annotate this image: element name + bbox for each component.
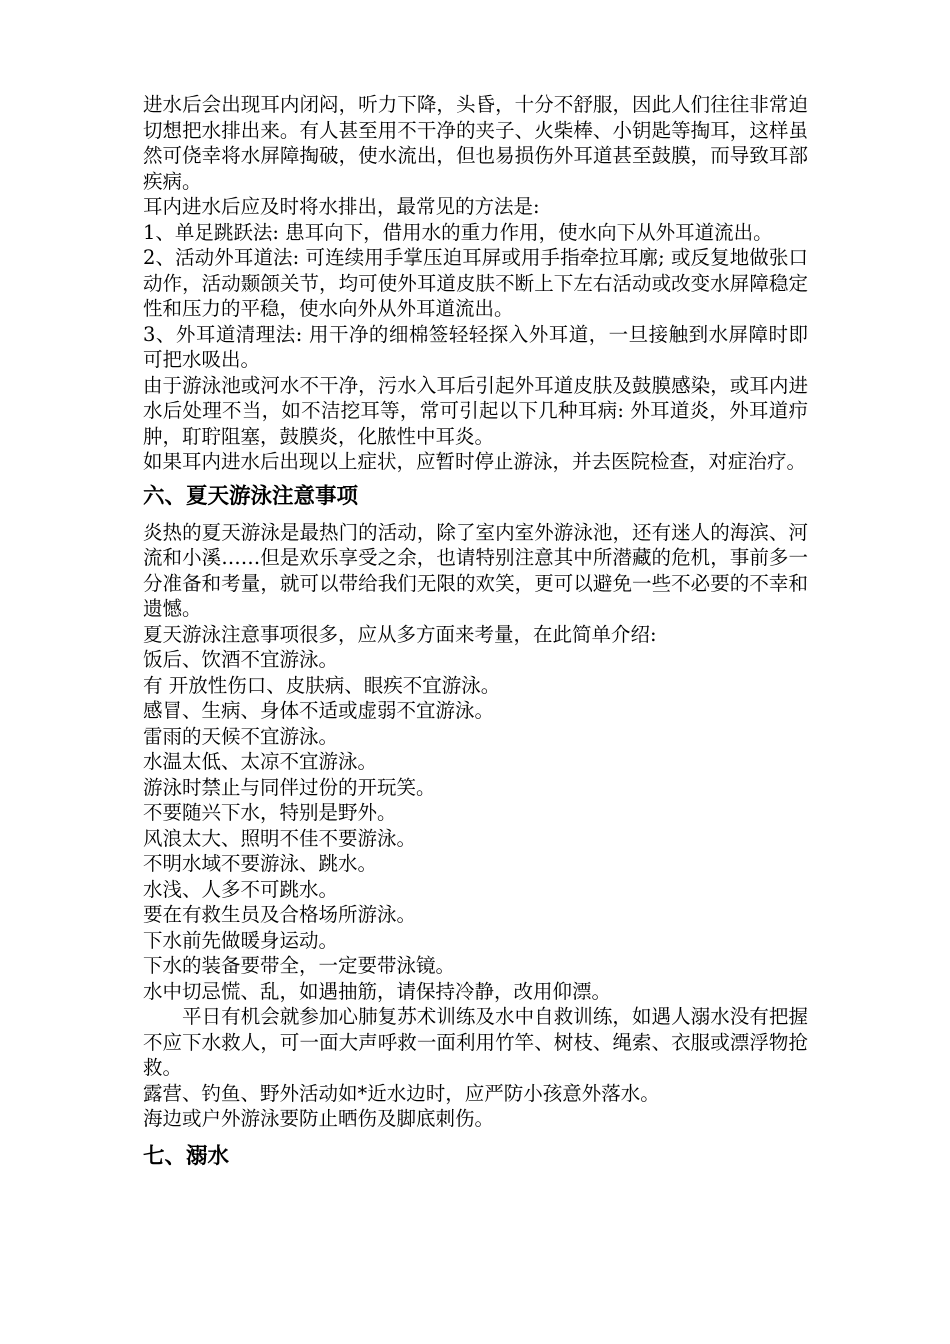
paragraph-cpr-training: 平日有机会就参加心肺复苏术训练及水中自救训练，如遇人溺水没有把握不应下水救人，可一面大声呼救一面利用竹竿、树枝、绳索、衣服或漂浮物抢救。 — [143, 1005, 808, 1079]
section-heading-drowning: 七、溺水 — [143, 1143, 230, 1169]
list-item: 露营、钓鱼、野外活动如*近水边时，应严防小孩意外落水。 — [143, 1081, 660, 1105]
paragraph-summer-intro: 炎热的夏天游泳是最热门的活动，除了室内室外游泳池，还有迷人的海滨、河流和小溪……但是欢乐享受之余，也请特别注意其中所潜藏的危机，事前多一分准备和考量，就可以带给我们无限的欢笑，更可以避免一些不必要的不幸和遗憾。 — [143, 520, 808, 620]
list-item: 水中切忌慌、乱，如遇抽筋，请保持冷静，改用仰漂。 — [143, 979, 612, 1003]
paragraph-method-3: 3、外耳道清理法: 用干净的细棉签轻轻探入外耳道，一旦接触到水屏障时即可把水吸出。 — [143, 322, 808, 371]
list-item: 水浅、人多不可跳水。 — [143, 877, 339, 901]
list-item: 有 开放性伤口、皮肤病、眼疾不宜游泳。 — [143, 673, 501, 697]
list-item: 雷雨的天候不宜游泳。 — [143, 724, 339, 748]
paragraph-drain-methods-lead: 耳内进水后应及时将水排出，最常见的方法是: — [143, 195, 540, 218]
paragraph-method-1: 1、单足跳跃法: 患耳向下，借用水的重力作用，使水向下从外耳道流出。 — [143, 220, 773, 244]
paragraph-ear-water-intro: 进水后会出现耳内闭闷，听力下降，头昏，十分不舒服，因此人们往往非常迫切想把水排出来。有人甚至用不干净的夹子、火柴棒、小钥匙等掏耳，这样虽然可侥幸将水屏障掏破，使水流出，但也易损伤外耳道甚至鼓膜，而导致耳部疾病。 — [143, 93, 808, 193]
paragraph-ear-infections: 由于游泳池或河水不干净，污水入耳后引起外耳道皮肤及鼓膜感染，或耳内进水后处理不当，如不洁挖耳等，常可引起以下几种耳病: 外耳道炎，外耳道疖肿，耵聍阻塞，鼓膜炎，化脓性中耳炎。 — [143, 373, 808, 448]
list-item: 下水的装备要带全，一定要带泳镜。 — [143, 954, 456, 977]
paragraph-see-doctor: 如果耳内进水后出现以上症状，应暂时停止游泳，并去医院检查，对症治疗。 — [143, 450, 807, 473]
paragraph-method-2: 2、活动外耳道法: 可连续用手掌压迫耳屏或用手指牵拉耳廓; 或反复地做张口动作，活动颞颌关节，均可使外耳道皮肤不断上下左右活动或改变水屏障稳定性和压力的平稳，使水向外从外耳道流出。 — [143, 246, 808, 320]
list-item: 不要随兴下水，特别是野外。 — [143, 801, 397, 824]
paragraph-notes-lead: 夏天游泳注意事项很多，应从多方面来考量，在此简单介绍: — [143, 622, 657, 646]
list-item: 水温太低、太凉不宜游泳。 — [143, 750, 378, 773]
list-item: 风浪太大、照明不佳不要游泳。 — [143, 826, 417, 850]
list-item: 下水前先做暖身运动。 — [143, 928, 339, 952]
list-item: 要在有救生员及合格场所游泳。 — [143, 903, 417, 926]
list-item: 不明水域不要游泳、跳水。 — [143, 852, 378, 875]
document-page — [143, 92, 808, 1180]
section-heading-summer-swimming: 六、夏天游泳注意事项 — [143, 483, 359, 509]
list-item: 感冒、生病、身体不适或虚弱不宜游泳。 — [143, 699, 495, 722]
list-item: 饭后、饮酒不宜游泳。 — [143, 648, 339, 671]
list-item: 游泳时禁止与同伴过份的开玩笑。 — [143, 775, 436, 799]
list-item: 海边或户外游泳要防止晒伤及脚底刺伤。 — [143, 1107, 495, 1130]
